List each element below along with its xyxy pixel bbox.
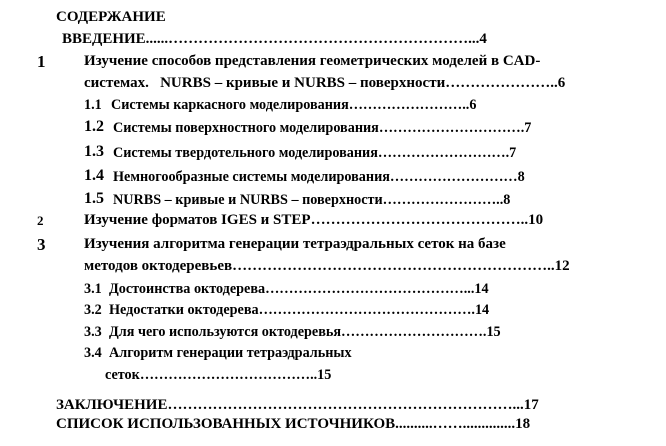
toc-entry-1-title-line1: Изучение способов представления геометрических моделей в CAD- (84, 53, 541, 69)
toc-entry-1-1-title: Системы каркасного моделирования……………………..6 (111, 97, 477, 113)
toc-entry-1-2-title: Системы поверхностного моделирования………………………….7 (113, 120, 532, 136)
toc-entry-1-3-title: Системы твердотельного моделирования……………………….7 (113, 145, 517, 161)
toc-entry-2-title: Изучение форматов IGES и STEP……………………………………..10 (84, 212, 544, 228)
toc-entry-1-5-number: 1.5 (84, 190, 104, 207)
toc-entry-1-1-number: 1.1 (84, 97, 102, 113)
toc-entry-1-5-title: NURBS – кривые и NURBS – поверхности……………………..8 (113, 192, 511, 208)
toc-entry-3-1-number: 3.1 (84, 281, 102, 297)
toc-entry-introduction: ВВЕДЕНИЕ......……………………………………………………...4 (62, 31, 487, 47)
toc-entry-3-3-number: 3.3 (84, 324, 102, 340)
toc-entry-1-3-number: 1.3 (84, 143, 104, 160)
toc-entry-3-number: 3 (37, 235, 46, 254)
toc-entry-3-3-title: Для чего используются октодеревья………………………….15 (109, 324, 501, 340)
toc-entry-3-4-title-line2: сеток………………………………..15 (105, 367, 332, 383)
toc-entry-1-title-line2: системах. NURBS – кривые и NURBS – поверхности…………………..6 (84, 75, 566, 91)
toc-entry-3-title-line2: методов октодеревьев………………………………………………………..12 (84, 258, 570, 274)
toc-entry-3-4-title-line1: Алгоритм генерации тетраэдральных (109, 345, 352, 361)
toc-entry-1-4-title: Немногообразные системы моделирования………………………8 (113, 169, 525, 185)
toc-entry-3-2-number: 3.2 (84, 302, 102, 318)
toc-entry-3-4-number: 3.4 (84, 345, 102, 361)
toc-entry-1-number: 1 (37, 52, 46, 71)
toc-entry-references: СПИСОК ИСПОЛЬЗОВАННЫХ ИСТОЧНИКОВ..........……..............18 (56, 416, 531, 432)
toc-entry-1-4-number: 1.4 (84, 167, 104, 184)
toc-entry-3-2-title: Недостатки октодерева……………………………………….14 (109, 302, 490, 318)
toc-heading: СОДЕРЖАНИЕ (56, 9, 166, 25)
toc-entry-1-2-number: 1.2 (84, 118, 104, 135)
toc-entry-2-number: 2 (37, 213, 44, 228)
toc-entry-3-1-title: Достоинства октодерева……………………………………...14 (109, 281, 489, 297)
toc-entry-3-title-line1: Изучения алгоритма генерации тетраэдральных сеток на базе (84, 236, 506, 252)
toc-entry-conclusion: ЗАКЛЮЧЕНИЕ……………………………………………………………...17 (56, 397, 539, 413)
